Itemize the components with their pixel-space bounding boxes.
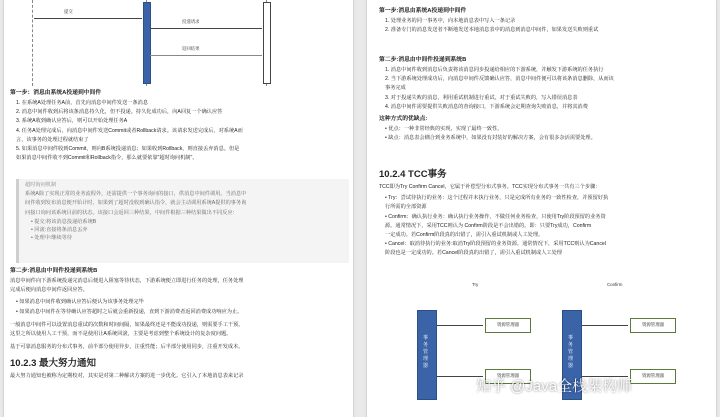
paragraph-line: 这里之所以使用人工干预，而不是使用让A系统回滚，主要是考虑到整个系统设计的复杂度问题。 xyxy=(10,331,232,338)
arrow xyxy=(150,55,262,56)
arrow xyxy=(150,28,262,29)
lifeline xyxy=(32,0,34,86)
quote-title: 超时询问机制 xyxy=(25,182,57,188)
list-item: 言，该事务的处理过程就结束了 xyxy=(16,136,89,143)
list-item: 5. 如果消息中间件收到Commit，则向B系统投递消息；如果收到Rollback，则直接丢弃消息。但是 xyxy=(16,146,240,153)
pros-title: 这种方式的优缺点: xyxy=(379,116,428,123)
quote-line: 系统A除了实现正常的业务流程外，还需提供一个事务询问的接口，供消息中间件调用。当消息中 xyxy=(25,191,247,198)
list-item: 3. 对于投递失败的消息，利用重试机制进行重试，对于重试失败的，写入错误消息表 xyxy=(385,94,578,101)
list-item: • Confirm：确认执行业务：确认执行业务操作，不做任何业务检查，只使用Try阶段预留的业务资 xyxy=(385,213,606,220)
list-item: 3. 系统A收到确认应答后，则可以开始处理任务A xyxy=(16,118,128,125)
right-step1-section xyxy=(379,6,711,35)
blockquote xyxy=(16,179,349,263)
paragraph-line: TCC即为Try Confirm Cancel，它属于补偿型分布式事务。TCC实现分布式事务一共有三个步骤： xyxy=(379,184,601,190)
quote-line: • 提交:将该消息投递给系统B xyxy=(31,218,97,225)
step2-title: 第二步:消息由中间件投递到系统B xyxy=(379,57,467,63)
confirm-label: Confirm xyxy=(607,282,623,287)
activation-box xyxy=(263,2,271,84)
quote-line: • 处理中:继续等待 xyxy=(31,234,73,241)
right-page xyxy=(367,0,716,417)
list-item: 2. 当下游系统处理成功后，向消息中间件反馈确认应答，消息中间件便可以将该条消息删除，从而该 xyxy=(385,76,614,83)
list-item: 源。通常情况下，采用TCC则认为 Confirm阶段是不会出错的。即：只要Try成功，Confirm xyxy=(385,222,592,229)
resource-manager-box: 资源管理器 xyxy=(485,318,531,333)
list-item: 2. 准备专门的消息发送者不断地发送本地消息表中的消息到消息中间件，如果发送失败则重试 xyxy=(385,27,599,34)
list-item: 2. 消息中间件收到后将该条消息持久化，但不投递。持久化成功后，向A回复一个确认应答 xyxy=(16,109,223,116)
step1-title: 第一步:消息由系统A投递到中间件 xyxy=(379,8,467,14)
step1-section xyxy=(10,88,350,163)
list-item: • 优点：一种非常经典的实现，实现了最终一致性。 xyxy=(385,126,503,133)
try-label: Try xyxy=(472,282,479,287)
arrow xyxy=(582,325,628,326)
sequence-diagram xyxy=(4,0,353,86)
tcc-diagram xyxy=(397,280,709,417)
arrow xyxy=(34,18,142,19)
list-item: 事务完成 xyxy=(385,85,406,92)
paragraph-line: 完成后便向消息中间件返回应答。 xyxy=(10,287,88,294)
arrow-label: 投递请求 xyxy=(182,19,200,24)
quote-line: 问接口询问该系统目前的状态。该接口会返回三种结果，中间件根据三种结果做出不同反应： xyxy=(25,209,238,216)
list-item: 1. 消息中间件收到消息后负责将该消息同步投递给相应的下游系统，并触发下游系统的任务执行 xyxy=(385,67,604,73)
quote-line: • 回滚:直接将条消息丢弃 xyxy=(31,226,88,233)
paragraph-line: 一般消息中间件可以设置消息重试的次数和时间间隔，如果最终还是不能成功投递，则需要手工干预。 xyxy=(10,321,244,328)
paragraph-line: 基于可靠消息服务的分布式事务，前半部分使用异步，注重性能；后半部分使用同步，注重开发成本。 xyxy=(10,344,244,351)
resource-manager-box: 资源管理器 xyxy=(630,318,676,333)
paragraph-line: 最大努力通知也被称为定期校对，其实是对第二种解决方案的进一步优化。它引入了本地消息表来记录 xyxy=(10,373,244,380)
box-label: 事务管理器 xyxy=(423,335,429,369)
quote-line: 间件收到发布消息便开始计时，如果到了超时没收到确认指令，就会主动调用系统A提供的事务询 xyxy=(25,200,247,207)
right-step2-section xyxy=(379,55,711,143)
list-item: • Cancel：取消待执行的业务:取消Try阶段预留的业务资源。通常情况下，采用TCC则认为Cancel xyxy=(385,241,606,248)
list-item: 4. 消息中间件需要提供失败消息的查询接口，下游系统会定期查询失败消息，并将其消费 xyxy=(385,103,588,110)
list-item: • 如果消息中间件在等待确认应答超时之后就会重新投递，直到下游消费者返回消费成功响应为止。 xyxy=(16,308,243,315)
list-item: 阶段也是一定成功的。若Cancel阶段真的出错了，需引入重试机制或人工处理 xyxy=(385,250,562,257)
list-item: • 如果消息中间件收到确认应答后便认为该事务处理完毕 xyxy=(16,299,144,306)
activation-box xyxy=(143,2,151,84)
step2-title: 第二步:消息由中间件投递到系统B xyxy=(10,268,98,274)
list-item: 一定成功。若Confirm阶段真的出错了，需引入重试机制或人工处理。 xyxy=(385,232,544,239)
watermark: 知乎 @Java全栈架构师 xyxy=(476,378,633,395)
list-item: • Try：尝试待执行的业务：这个过程并未执行业务，只是完成所有业务的一致性检查，并预留好执 xyxy=(385,195,609,202)
list-item: • 缺点：消息表会耦合到业务系统中，如果没有封装好的解决方案，会有很多杂活需要处理。 xyxy=(385,135,596,142)
arrow-label: 返回结果 xyxy=(182,46,200,51)
list-item: 1. 在系统A处理任务A前，首先向消息中间件发送一条消息 xyxy=(16,100,149,106)
section-title: 10.2.3 最大努力通知 xyxy=(10,358,97,370)
list-item: 1. 处理业务的同一事务中，向本地消息表中写入一条记录 xyxy=(385,18,516,24)
tcc-section xyxy=(379,167,711,259)
transaction-manager-left xyxy=(417,310,437,400)
arrow-label: 提交 xyxy=(64,9,73,14)
left-page xyxy=(4,0,353,417)
section-title: 10.2.4 TCC事务 xyxy=(379,169,447,180)
list-item: 4. 任务A处理完成后，向消息中间件发送Commit或者Rollback请求。该请求发送完成后，对系统A而 xyxy=(16,127,243,134)
step1-title: 第一步：消息由系统A投递到中间件 xyxy=(10,90,102,96)
list-item: 行所需的全部资源 xyxy=(385,204,427,211)
step2-section xyxy=(10,266,350,382)
list-item: 如果消息中间件收不到Commit和Rollback指令，那么就要依靠"超时询问机制"。 xyxy=(16,155,198,162)
resource-manager-box: 资源管理器 xyxy=(485,369,531,384)
resource-manager-box: 资源管理器 xyxy=(630,369,676,384)
arrow xyxy=(437,325,483,326)
box-label: 事务管理器 xyxy=(568,335,574,369)
paragraph-line: 消息中间件向下游系统投递完消息后便进入阻塞等待状态，下游系统便立即进行任务的处理，任务处理 xyxy=(10,278,244,284)
